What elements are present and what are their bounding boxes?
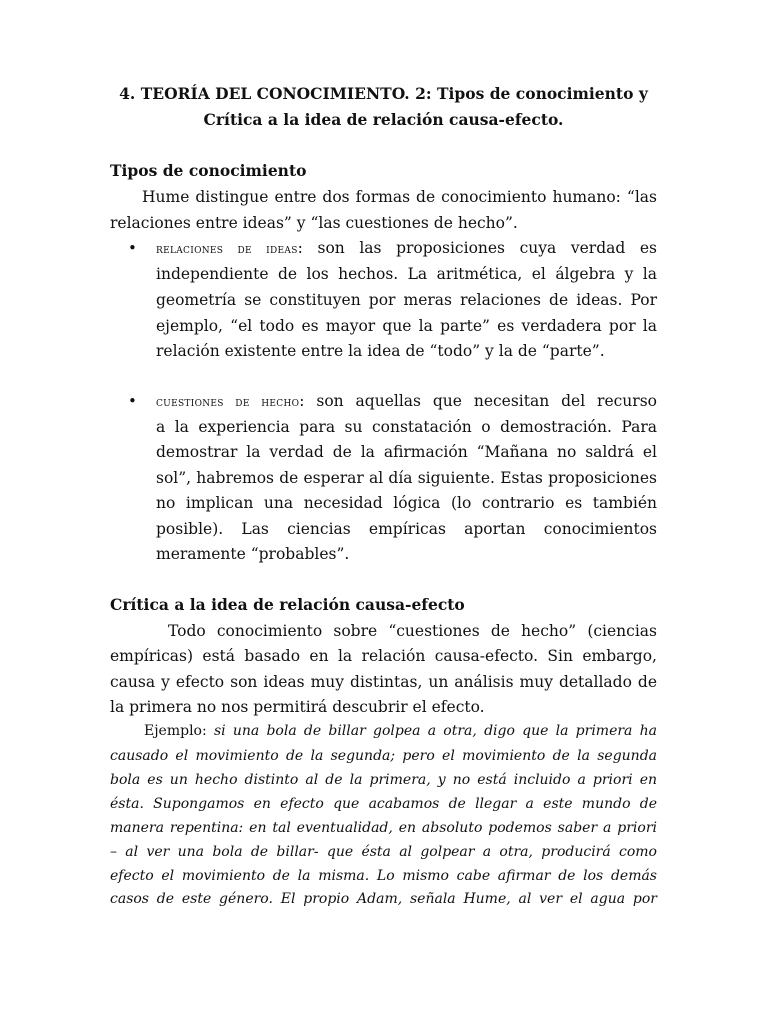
bullet-2-line-7: meramente “probables”. bbox=[156, 545, 350, 563]
bullet-1-line-4: ejemplo, “el todo es mayor que la parte” es verdadera por la bbox=[156, 317, 657, 335]
section-heading-tipos: Tipos de conocimiento bbox=[110, 161, 307, 180]
critica-line-4: la primera no nos permitirá descubrir el efecto. bbox=[110, 698, 485, 716]
critica-line-1: Todo conocimiento sobre “cuestiones de hecho” (ciencias bbox=[168, 622, 657, 640]
example-first-rest: si una bola de billar golpea a otra, digo que la primera ha bbox=[206, 723, 657, 739]
critica-line-2: empíricas) está basado en la relación causa-efecto. Sin embargo, bbox=[110, 647, 657, 665]
bullet-2-line-2: a la experiencia para su constatación o demostración. Para bbox=[156, 418, 657, 436]
bullet-2-term: cuestiones de hecho bbox=[156, 394, 300, 410]
example-line-7: efecto el movimiento de la misma. Lo mismo cabe afirmar de los demás bbox=[110, 868, 657, 884]
document-title-line-1: 4. TEORÍA DEL CONOCIMIENTO. 2: Tipos de conocimiento y bbox=[119, 84, 648, 103]
bullet-1-line-3: geometría se constituyen por meras relaciones de ideas. Por bbox=[156, 291, 657, 309]
example-line-5: manera repentina: en tal eventualidad, en absoluto podemos saber a priori bbox=[110, 820, 657, 836]
bullet-icon: • bbox=[128, 239, 137, 257]
bullet-1-line-2: independiente de los hechos. La aritmética, el álgebra y la bbox=[156, 265, 657, 283]
bullet-icon: • bbox=[128, 392, 137, 410]
section-heading-critica: Crítica a la idea de relación causa-efecto bbox=[110, 595, 465, 614]
example-line-4: ésta. Supongamos en efecto que acabamos de llegar a este mundo de bbox=[110, 796, 657, 812]
example-line-2: causado el movimiento de la segunda; pero el movimiento de la segunda bbox=[110, 748, 657, 764]
bullet-2-line-3: demostrar la verdad de la afirmación “Mañana no saldrá el bbox=[156, 443, 657, 461]
bullet-1-line-5: relación existente entre la idea de “todo” y la de “parte”. bbox=[156, 342, 605, 360]
bullet-2-line-4: sol”, habremos de esperar al día siguiente. Estas proposiciones bbox=[156, 469, 657, 487]
example-line-3: bola es un hecho distinto al de la primera, y no está incluido a priori en bbox=[110, 772, 657, 788]
bullet-1-line-1 bbox=[156, 235, 657, 262]
example-line-1 bbox=[110, 719, 657, 744]
intro-line-2: relaciones entre ideas” y “las cuestiones de hecho”. bbox=[110, 214, 518, 232]
example-label: Ejemplo: bbox=[144, 723, 207, 739]
example-line-8: casos de este género. El propio Adam, señala Hume, al ver el agua por bbox=[110, 891, 657, 907]
document-title-line-2: Crítica a la idea de relación causa-efecto. bbox=[203, 110, 564, 129]
critica-line-3: causa y efecto son ideas muy distintas, un análisis muy detallado de bbox=[110, 673, 657, 691]
bullet-2-line-6: posible). Las ciencias empíricas aportan conocimientos bbox=[156, 520, 657, 538]
bullet-1-first-rest: : son las proposiciones cuya verdad es bbox=[297, 239, 658, 257]
bullet-2-line-1 bbox=[156, 388, 657, 415]
bullet-2-line-5: no implican una necesidad lógica (lo contrario es también bbox=[156, 494, 657, 512]
intro-line-1: Hume distingue entre dos formas de conocimiento humano: “las bbox=[142, 188, 657, 206]
bullet-1-term: relaciones de ideas bbox=[156, 241, 298, 257]
example-line-6: – al ver una bola de billar- que ésta al golpear a otra, producirá como bbox=[110, 844, 657, 860]
bullet-2-first-rest: : son aquellas que necesitan del recurso bbox=[299, 392, 657, 410]
